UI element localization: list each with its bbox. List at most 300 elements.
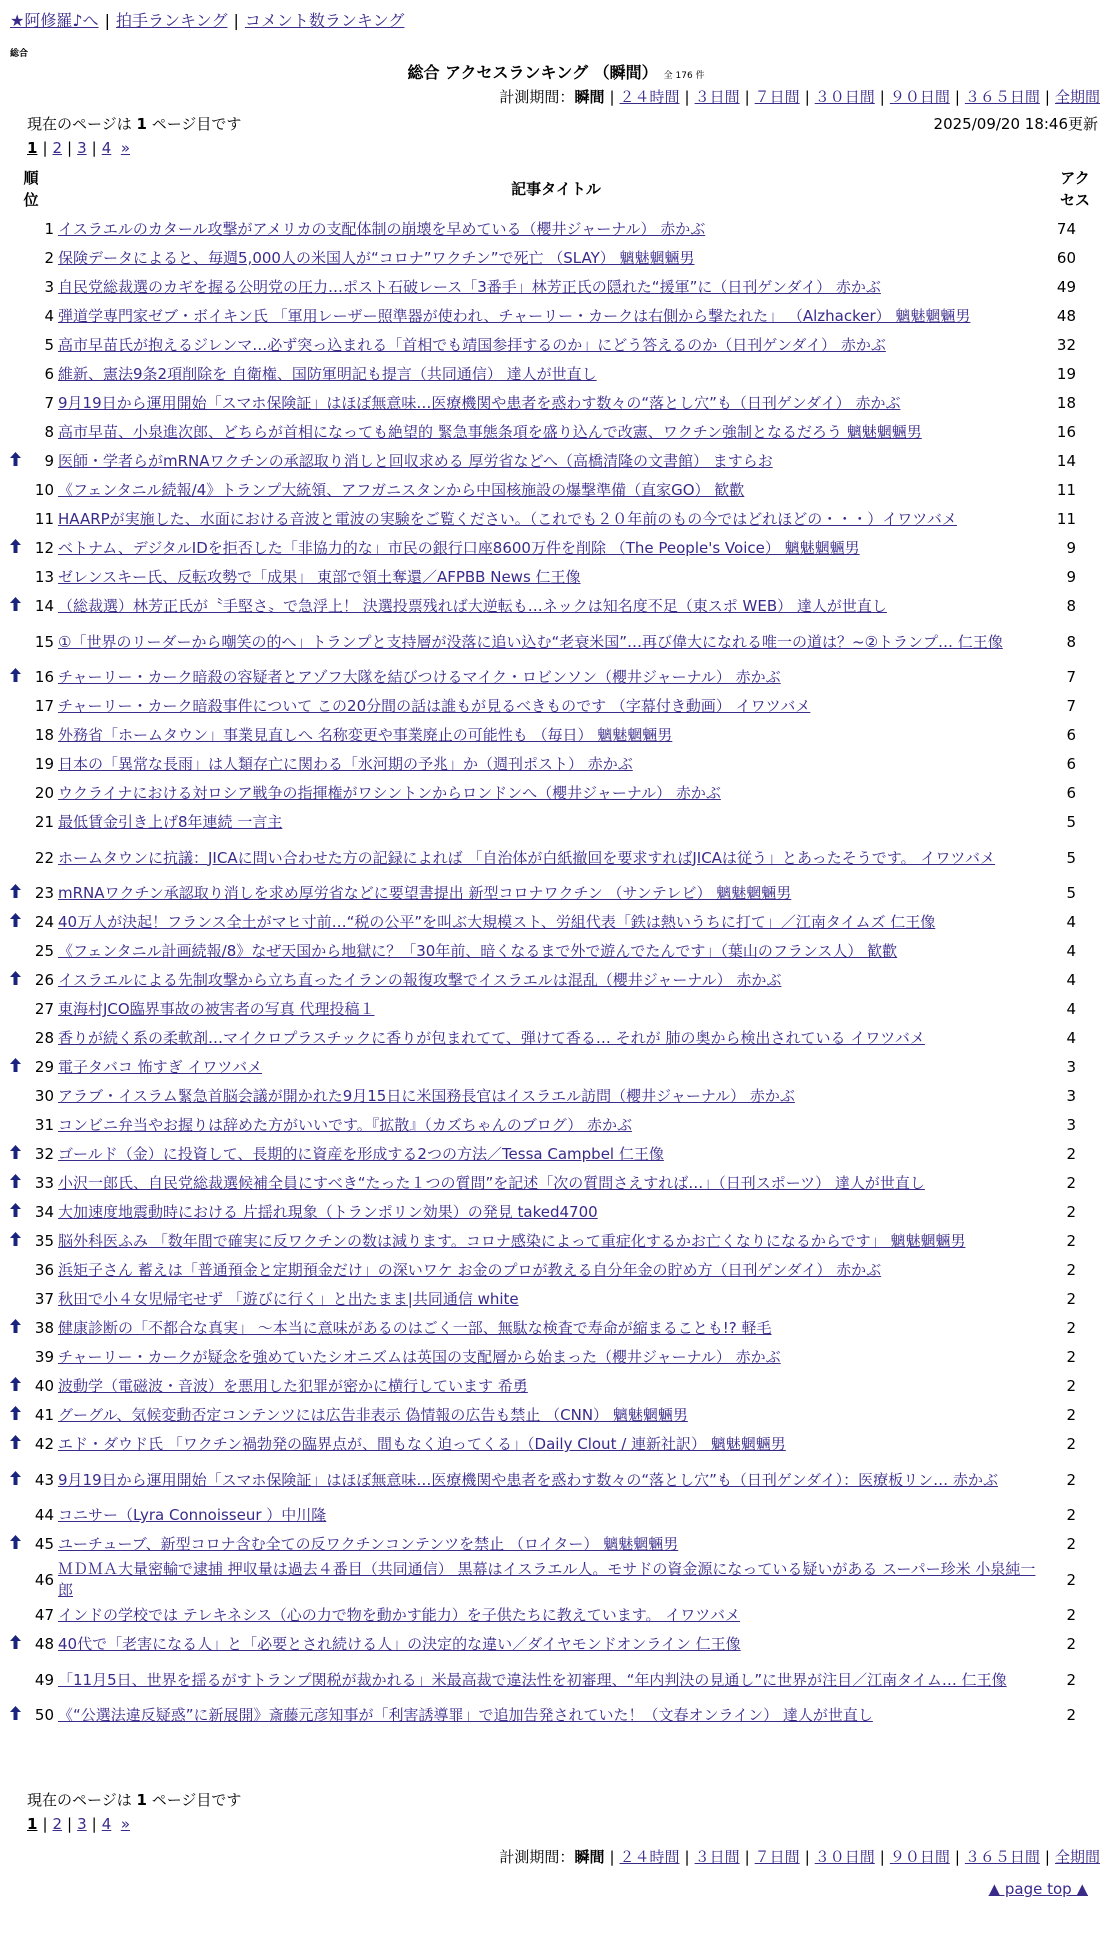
article-title-cell bbox=[56, 422, 1046, 443]
rank-number: 18 bbox=[34, 726, 54, 744]
access-count: 2 bbox=[1066, 1406, 1076, 1424]
article-link[interactable]: チャーリー・カークが疑念を強めていたシオニズムは英国の支配層から始まった（櫻井ジャーナル） 赤かぶ bbox=[58, 1348, 781, 1366]
article-link[interactable]: コニサー（Lyra Connoisseur ）中川隆 bbox=[58, 1506, 327, 1524]
access-count: 2 bbox=[1066, 1506, 1076, 1524]
article-link[interactable]: 小沢一郎氏、自民党総裁選候補全員にすべき“たった１つの質問”を記述「次の質問さえすれば…」（日刊スポーツ） 達人が世直し bbox=[58, 1174, 925, 1192]
rank-number: 16 bbox=[34, 668, 54, 686]
table-row bbox=[0, 721, 1112, 750]
rank-number: 43 bbox=[34, 1470, 54, 1489]
access-count: 11 bbox=[1056, 481, 1076, 499]
table-row bbox=[0, 1501, 1112, 1530]
article-link[interactable]: 外務省「ホームタウン」事業見直しへ 名称変更や事業廃止の可能性も （毎日） 魑魅魍魎男 bbox=[58, 726, 673, 744]
table-row bbox=[0, 750, 1112, 779]
table-row bbox=[0, 331, 1112, 360]
article-link[interactable]: 最低賃金引き上げ8年連続 一言主 bbox=[58, 813, 283, 831]
article-title-cell bbox=[56, 306, 1046, 327]
period-link-365d[interactable]: ３６５日間 bbox=[964, 88, 1040, 106]
period-link-24h[interactable]: ２４時間 bbox=[619, 88, 680, 106]
access-count: 2 bbox=[1066, 1670, 1076, 1689]
rank-number: 42 bbox=[34, 1435, 54, 1453]
article-link[interactable]: 維新、憲法9条2項削除を 自衛権、国防軍明記も提言（共同通信） 達人が世直し bbox=[58, 365, 597, 383]
rank-up-arrow-icon bbox=[0, 1705, 24, 1726]
rank-number: 22 bbox=[34, 848, 54, 867]
table-row bbox=[0, 1701, 1112, 1730]
clap-ranking-link[interactable]: 拍手ランキング bbox=[115, 11, 228, 30]
article-title-cell bbox=[56, 538, 1046, 559]
access-count: 2 bbox=[1066, 1606, 1076, 1624]
article-link[interactable]: 東海村JCO臨界事故の被害者の写真 代理投稿１ bbox=[58, 1000, 375, 1018]
access-count: 2 bbox=[1066, 1570, 1076, 1589]
table-row bbox=[0, 1024, 1112, 1053]
access-count: 9 bbox=[1066, 539, 1076, 557]
rank-number: 28 bbox=[34, 1029, 54, 1047]
period-selector-bottom: 計測期間：瞬間 | ２４時間 | ３日間 | ７日間 | ３０日間 | ９０日間 | ３６５日間 | 全期間 bbox=[499, 1848, 1100, 1866]
pager-link-3[interactable]: 3 bbox=[77, 139, 87, 157]
ranking-title: 総合 アクセスランキング （瞬間） bbox=[407, 63, 658, 82]
period-current: 瞬間 bbox=[574, 1848, 605, 1866]
article-title-cell bbox=[56, 277, 1046, 298]
rank-number: 50 bbox=[34, 1706, 54, 1724]
article-title-cell bbox=[56, 970, 1046, 991]
article-link[interactable]: 脳外科医ふみ 「数年間で確実に反ワクチンの数は減ります。コロナ感染によって重症化するかお亡くなりになるからです」 魑魅魍魎男 bbox=[58, 1232, 966, 1250]
access-count: 18 bbox=[1056, 394, 1076, 412]
nav-separator: | bbox=[104, 11, 110, 30]
rank-number: 20 bbox=[34, 784, 54, 802]
rank-number: 39 bbox=[34, 1348, 54, 1366]
article-title-cell bbox=[56, 393, 1046, 414]
article-title-cell bbox=[56, 1470, 1046, 1491]
table-row bbox=[0, 447, 1112, 476]
article-title-cell bbox=[56, 596, 1046, 617]
rank-up-arrow-icon bbox=[0, 538, 24, 559]
access-count: 48 bbox=[1056, 307, 1076, 325]
article-title-cell bbox=[56, 783, 1046, 804]
rank-number: 17 bbox=[34, 697, 54, 715]
article-link[interactable]: アラブ・イスラム緊急首脳会議が開かれた9月15日に米国務長官はイスラエル訪問（櫻井ジャーナル） 赤かぶ bbox=[58, 1087, 795, 1105]
access-count: 32 bbox=[1056, 336, 1076, 354]
article-title-cell bbox=[56, 1318, 1046, 1339]
access-count: 2 bbox=[1066, 1706, 1076, 1724]
column-header-access: アクセス bbox=[1059, 169, 1090, 209]
article-title-cell bbox=[56, 1376, 1046, 1397]
table-row bbox=[0, 1256, 1112, 1285]
article-link[interactable]: コンビニ弁当やお握りは辞めた方がいいです。『拡散』（カズちゃんのブログ） 赤かぶ bbox=[58, 1116, 633, 1134]
access-count: 6 bbox=[1066, 755, 1076, 773]
article-link[interactable]: ホームタウンに抗議：JICAに問い合わせた方の記録によれば 「自治体が白紙撤回を要求すればJICAは従う」とあったそうです。 イワツバメ bbox=[58, 848, 996, 867]
access-count: 2 bbox=[1066, 1203, 1076, 1221]
article-link[interactable]: 《フェンタニル続報/4》トランプ大統領、アフガニスタンから中国核施設の爆撃準備（直家GO） 歓歡 bbox=[58, 481, 745, 499]
article-title-cell bbox=[56, 754, 1046, 775]
article-link[interactable]: イスラエルのカタール攻撃がアメリカの支配体制の崩壊を早めている（櫻井ジャーナル） 赤かぶ bbox=[58, 220, 706, 238]
article-title-cell bbox=[56, 1086, 1046, 1107]
pager-link-3[interactable]: 3 bbox=[77, 1815, 87, 1833]
table-row bbox=[0, 592, 1112, 621]
rank-number: 30 bbox=[34, 1087, 54, 1105]
table-row bbox=[0, 1401, 1112, 1430]
access-count: 2 bbox=[1066, 1232, 1076, 1250]
period-link-365d[interactable]: ３６５日間 bbox=[964, 1848, 1040, 1866]
table-row bbox=[0, 418, 1112, 447]
table-row bbox=[0, 563, 1112, 592]
rank-number: 11 bbox=[34, 510, 54, 528]
table-row bbox=[0, 1630, 1112, 1659]
article-title-cell bbox=[56, 1434, 1046, 1455]
article-link[interactable]: ゴールド（金）に投資して、長期的に資産を形成する2つの方法／Tessa Campbel 仁王像 bbox=[58, 1145, 664, 1163]
access-count: 49 bbox=[1056, 278, 1076, 296]
table-row bbox=[0, 1601, 1112, 1630]
table-row bbox=[0, 476, 1112, 505]
article-link[interactable]: 「11月5日、世界を揺るがすトランプ関税が裁かれる」米最高裁で違法性を初審理、“年内判決の見通し”に世界が注目／江南タイム… 仁王像 bbox=[58, 1670, 1007, 1689]
rank-number: 1 bbox=[44, 220, 54, 238]
column-header-rank: 順位 bbox=[23, 169, 39, 209]
table-row bbox=[0, 389, 1112, 418]
access-count: 3 bbox=[1066, 1058, 1076, 1076]
article-title-cell bbox=[56, 1289, 1046, 1310]
table-row bbox=[0, 1053, 1112, 1082]
table-row bbox=[0, 1227, 1112, 1256]
article-title-cell bbox=[56, 1670, 1046, 1691]
page-title bbox=[0, 62, 1112, 87]
access-count: 8 bbox=[1066, 597, 1076, 615]
table-row bbox=[0, 1169, 1112, 1198]
article-link[interactable]: チャーリー・カーク暗殺事件について この20分間の話は誰もが見るべきものです （字幕付き動画） イワツバメ bbox=[58, 697, 811, 715]
pager-next[interactable]: » bbox=[120, 139, 130, 157]
article-title-cell bbox=[56, 632, 1046, 653]
table-row bbox=[0, 1082, 1112, 1111]
article-title-cell bbox=[56, 1505, 1046, 1526]
rank-number: 29 bbox=[34, 1058, 54, 1076]
article-link[interactable]: 浜矩子さん 蓄えは「普通預金と定期預金だけ」の深いワケ お金のプロが教える自分年金の貯め方（日刊ゲンダイ） 赤かぶ bbox=[58, 1261, 882, 1279]
rank-number: 4 bbox=[44, 307, 54, 325]
access-count: 9 bbox=[1066, 568, 1076, 586]
table-row bbox=[0, 1659, 1112, 1701]
article-link[interactable]: 香りが続く系の柔軟剤…マイクロプラスチックに香りが包まれてて、弾けて香る… それが 肺の奥から検出されている イワツバメ bbox=[58, 1029, 925, 1047]
rank-up-arrow-icon bbox=[0, 1144, 24, 1165]
table-row bbox=[0, 937, 1112, 966]
table-row bbox=[0, 1198, 1112, 1227]
access-count: 2 bbox=[1066, 1261, 1076, 1279]
rank-up-arrow-icon bbox=[0, 596, 24, 617]
article-title-cell bbox=[56, 1028, 1046, 1049]
comment-ranking-link[interactable]: コメント数ランキング bbox=[244, 11, 405, 30]
rank-number: 3 bbox=[44, 278, 54, 296]
access-count: 4 bbox=[1066, 942, 1076, 960]
article-title-cell bbox=[56, 1144, 1046, 1165]
period-link-all[interactable]: 全期間 bbox=[1054, 1848, 1100, 1866]
article-link[interactable]: 医師・学者らがmRNAワクチンの承認取り消しと回収求める 厚労省などへ（高橋清隆の文書館） ますらお bbox=[58, 452, 773, 470]
rank-number: 34 bbox=[34, 1203, 54, 1221]
table-row bbox=[0, 534, 1112, 563]
access-count: 11 bbox=[1056, 510, 1076, 528]
article-title-cell bbox=[56, 451, 1046, 472]
article-link[interactable]: 《フェンタニル計画続報/8》なぜ天国から地獄に？「30年前、暗くなるまで外で遊んでたんです」（葉山のフランス人） 歓歡 bbox=[58, 942, 898, 960]
article-link[interactable]: 9月19日から運用開始「スマホ保険証」はほぼ無意味…医療機関や患者を惑わす数々の“落とし穴”も（日刊ゲンダイ）：医療板リン… 赤かぶ bbox=[58, 1470, 998, 1489]
period-link-90d[interactable]: ９０日間 bbox=[889, 1848, 950, 1866]
access-count: 4 bbox=[1066, 971, 1076, 989]
table-row bbox=[0, 692, 1112, 721]
home-link[interactable]: ★阿修羅♪へ bbox=[10, 11, 99, 30]
table-row bbox=[0, 1459, 1112, 1501]
article-title-cell bbox=[56, 812, 1046, 833]
access-count: 4 bbox=[1066, 913, 1076, 931]
article-title-cell bbox=[56, 1231, 1046, 1252]
rank-number: 40 bbox=[34, 1377, 54, 1395]
access-count: 7 bbox=[1066, 697, 1076, 715]
article-link[interactable]: 自民党総裁選のカギを握る公明党の圧力…ポスト石破レース「3番手」林芳正氏の隠れた“援軍”に（日刊ゲンダイ） 赤かぶ bbox=[58, 278, 881, 296]
table-row bbox=[0, 1285, 1112, 1314]
article-title-cell bbox=[56, 1405, 1046, 1426]
rank-up-arrow-icon bbox=[0, 1405, 24, 1426]
article-link[interactable]: 日本の「異常な長雨」は人類存亡に関わる「氷河期の予兆」か（週刊ポスト） 赤かぶ bbox=[58, 755, 633, 773]
article-link[interactable]: ＭＤＭＡ大量密輸で逮捕 押収量は過去４番目（共同通信） 黒幕はイスラエル人。モサドの資金源になっている疑いがある スーパー珍米 小泉純一郎 bbox=[58, 1560, 1036, 1599]
access-count: 2 bbox=[1066, 1435, 1076, 1453]
rank-number: 21 bbox=[34, 813, 54, 831]
access-count: 8 bbox=[1066, 632, 1076, 651]
article-link[interactable]: 40万人が決起！フランス全土がマヒ寸前…“税の公平”を叫ぶ大規模スト、労組代表「鉄は熱いうちに打て」／江南タイムズ 仁王像 bbox=[58, 913, 936, 931]
rank-up-arrow-icon bbox=[0, 1318, 24, 1339]
access-count: 2 bbox=[1066, 1319, 1076, 1337]
rank-number: 49 bbox=[34, 1670, 54, 1689]
access-count: 2 bbox=[1066, 1535, 1076, 1553]
article-title-cell bbox=[56, 1559, 1046, 1601]
article-title-cell bbox=[56, 248, 1046, 269]
article-title-cell bbox=[56, 1605, 1046, 1626]
table-row bbox=[0, 505, 1112, 534]
access-count: 19 bbox=[1056, 365, 1076, 383]
access-count: 5 bbox=[1066, 813, 1076, 831]
table-row bbox=[0, 360, 1112, 389]
article-link[interactable]: エド・ダウド氏 「ワクチン禍勃発の臨界点が、間もなく迫ってくる」（Daily Clout / 連新社訳） 魑魅魍魎男 bbox=[58, 1435, 786, 1453]
table-row bbox=[0, 302, 1112, 331]
table-row bbox=[0, 1372, 1112, 1401]
rank-number: 5 bbox=[44, 336, 54, 354]
rank-number: 31 bbox=[34, 1116, 54, 1134]
rank-up-arrow-icon bbox=[0, 1534, 24, 1555]
table-row bbox=[0, 995, 1112, 1024]
article-link[interactable]: チャーリー・カーク暗殺の容疑者とアゾフ大隊を結びつけるマイク・ロビンソン（櫻井ジャーナル） 赤かぶ bbox=[58, 668, 781, 686]
article-link[interactable]: 波動学（電磁波・音波）を悪用した犯罪が密かに横行しています 希勇 bbox=[58, 1377, 528, 1395]
period-label: 計測期間： bbox=[499, 88, 575, 106]
rank-number: 37 bbox=[34, 1290, 54, 1308]
article-title-cell bbox=[56, 883, 1046, 904]
table-row bbox=[0, 837, 1112, 879]
table-row bbox=[0, 1530, 1112, 1559]
article-link[interactable]: 9月19日から運用開始「スマホ保険証」はほぼ無意味…医療機関や患者を惑わす数々の“落とし穴”も（日刊ゲンダイ） 赤かぶ bbox=[58, 394, 901, 412]
page-top-link[interactable]: ▲ page top ▲ bbox=[988, 1880, 1088, 1898]
table-row bbox=[0, 273, 1112, 302]
rank-number: 10 bbox=[34, 481, 54, 499]
rank-number: 38 bbox=[34, 1319, 54, 1337]
article-link[interactable]: 高市早苗、小泉進次郎、どちらが首相になっても絶望的 緊急事態条項を盛り込んで改憲、ワクチン強制となるだろう 魑魅魍魎男 bbox=[58, 423, 922, 441]
access-count: 6 bbox=[1066, 784, 1076, 802]
period-selector-top: 計測期間：瞬間 | ２４時間 | ３日間 | ７日間 | ３０日間 | ９０日間 | ３６５日間 | 全期間 bbox=[499, 88, 1100, 106]
access-count: 2 bbox=[1066, 1635, 1076, 1653]
total-count: 全 176 件 bbox=[663, 71, 705, 81]
access-count: 2 bbox=[1066, 1290, 1076, 1308]
column-header-title: 記事タイトル bbox=[511, 180, 601, 198]
pager-next[interactable]: » bbox=[120, 1815, 130, 1833]
period-link-3d[interactable]: ３日間 bbox=[694, 1848, 740, 1866]
article-link[interactable]: 弾道学専門家ゼブ・ボイキン氏 「軍用レーザー照準器が使われ、チャーリー・カークは右側から撃たれた」 （Alzhacker） 魑魅魍魎男 bbox=[58, 307, 971, 325]
pager-link-2[interactable]: 2 bbox=[52, 139, 63, 157]
article-link[interactable]: （総裁選）林芳正氏が〝手堅さ〟で急浮上！ 決選投票残れば大逆転も…ネックは知名度不足（東スポ WEB） 達人が世直し bbox=[58, 597, 887, 615]
article-title-cell bbox=[56, 1115, 1046, 1136]
article-title-cell bbox=[56, 1634, 1046, 1655]
article-title-cell bbox=[56, 509, 1046, 530]
table-row bbox=[0, 621, 1112, 663]
rank-number: 25 bbox=[34, 942, 54, 960]
article-title-cell bbox=[56, 912, 1046, 933]
period-current: 瞬間 bbox=[574, 88, 605, 106]
rank-number: 32 bbox=[34, 1145, 54, 1163]
table-row bbox=[0, 1430, 1112, 1459]
pager-link-2[interactable]: 2 bbox=[52, 1815, 63, 1833]
article-title-cell bbox=[56, 1260, 1046, 1281]
rank-number: 44 bbox=[34, 1506, 54, 1524]
access-count: 5 bbox=[1066, 848, 1076, 867]
rank-number: 36 bbox=[34, 1261, 54, 1279]
article-title-cell bbox=[56, 1202, 1046, 1223]
rank-number: 47 bbox=[34, 1606, 54, 1624]
access-count: 7 bbox=[1066, 668, 1076, 686]
rank-number: 33 bbox=[34, 1174, 54, 1192]
article-title-cell bbox=[56, 219, 1046, 240]
table-row bbox=[0, 966, 1112, 995]
rank-number: 15 bbox=[34, 632, 54, 651]
table-row bbox=[0, 1140, 1112, 1169]
table-row bbox=[0, 1559, 1112, 1601]
article-title-cell bbox=[56, 696, 1046, 717]
access-count: 2 bbox=[1066, 1470, 1076, 1489]
article-title-cell bbox=[56, 567, 1046, 588]
article-title-cell bbox=[56, 941, 1046, 962]
rank-number: 41 bbox=[34, 1406, 54, 1424]
access-count: 2 bbox=[1066, 1377, 1076, 1395]
rank-up-arrow-icon bbox=[0, 1057, 24, 1078]
table-row bbox=[0, 215, 1112, 244]
article-title-cell bbox=[56, 1347, 1046, 1368]
period-link-all[interactable]: 全期間 bbox=[1054, 88, 1100, 106]
rank-number: 7 bbox=[44, 394, 54, 412]
table-row bbox=[0, 879, 1112, 908]
article-title-cell bbox=[56, 1705, 1046, 1726]
rank-number: 2 bbox=[44, 249, 54, 267]
article-link[interactable]: 40代で「老害になる人」と「必要とされ続ける人」の決定的な違い／ダイヤモンドオンライン 仁王像 bbox=[58, 1635, 741, 1653]
period-link-30d[interactable]: ３０日間 bbox=[814, 1848, 875, 1866]
article-link[interactable]: 秋田で小４女児帰宅せず 「遊びに行く」と出たまま|共同通信 white bbox=[58, 1290, 519, 1308]
table-row bbox=[0, 779, 1112, 808]
article-link[interactable]: 大加速度地震動時における 片揺れ現象（トランポリン効果）の発見 taked4700 bbox=[58, 1203, 598, 1221]
article-link[interactable]: ①「世界のリーダーから嘲笑の的へ」トランプと支持層が没落に追い込む“老衰米国”…再び偉大になれる唯一の道は？~②トランプ… 仁王像 bbox=[58, 632, 1003, 651]
article-title-cell bbox=[56, 364, 1046, 385]
rank-number: 8 bbox=[44, 423, 54, 441]
rank-number: 6 bbox=[44, 365, 54, 383]
access-count: 3 bbox=[1066, 1116, 1076, 1134]
table-row bbox=[0, 808, 1112, 837]
rank-number: 14 bbox=[34, 597, 54, 615]
article-title-cell bbox=[56, 480, 1046, 501]
article-title-cell bbox=[56, 1534, 1046, 1555]
period-link-3d[interactable]: ３日間 bbox=[694, 88, 740, 106]
article-link[interactable]: ウクライナにおける対ロシア戦争の指揮権がワシントンからロンドンへ（櫻井ジャーナル） 赤かぶ bbox=[58, 784, 721, 802]
rank-up-arrow-icon bbox=[0, 667, 24, 688]
top-nav bbox=[10, 10, 404, 32]
access-count: 3 bbox=[1066, 1087, 1076, 1105]
pager-bottom: 1 | 2 | 3 | 4 » bbox=[27, 1815, 130, 1833]
article-link[interactable]: 電子タバコ 怖すぎ イワツバメ bbox=[58, 1058, 263, 1076]
rank-up-arrow-icon bbox=[0, 1376, 24, 1397]
rank-up-arrow-icon bbox=[0, 1231, 24, 1252]
rank-up-arrow-icon bbox=[0, 1173, 24, 1194]
rank-number: 9 bbox=[44, 452, 54, 470]
nav-separator: | bbox=[233, 11, 239, 30]
article-link[interactable]: HAARPが実施した、水面における音波と電波の実験をご覧ください。（これでも２０年前のもの今ではどれほどの・・・）イワツバメ bbox=[58, 510, 957, 528]
rank-number: 13 bbox=[34, 568, 54, 586]
updated-timestamp: 2025/09/20 18:46更新 bbox=[933, 115, 1098, 133]
article-link[interactable]: ベトナム、デジタルIDを拒否した「非協力的な」市民の銀行口座8600万件を削除 （The People's Voice） 魑魅魍魎男 bbox=[58, 539, 860, 557]
rank-up-arrow-icon bbox=[0, 1634, 24, 1655]
access-count: 4 bbox=[1066, 1000, 1076, 1018]
period-link-30d[interactable]: ３０日間 bbox=[814, 88, 875, 106]
access-count: 4 bbox=[1066, 1029, 1076, 1047]
access-count: 2 bbox=[1066, 1348, 1076, 1366]
article-link[interactable]: グーグル、気候変動否定コンテンツには広告非表示 偽情報の広告も禁止 （CNN） 魑魅魍魎男 bbox=[58, 1406, 688, 1424]
article-link[interactable]: 健康診断の「不都合な真実」 ～本当に意味があるのはごく一部、無駄な検査で寿命が縮まることも!? 軽毛 bbox=[58, 1319, 772, 1337]
article-link[interactable]: 《“公選法違反疑惑”に新展開》斎藤元彦知事が「利害誘導罪」で追加告発されていた！（文春オンライン） 達人が世直し bbox=[58, 1706, 873, 1724]
access-count: 6 bbox=[1066, 726, 1076, 744]
article-link[interactable]: ゼレンスキー氏、反転攻勢で「成果」 東部で領土奪還／AFPBB News 仁王像 bbox=[58, 568, 581, 586]
article-link[interactable]: ユーチューブ、新型コロナ含む全ての反ワクチンコンテンツを禁止 （ロイター） 魑魅魍魎男 bbox=[58, 1535, 679, 1553]
rank-number: 12 bbox=[34, 539, 54, 557]
article-title-cell bbox=[56, 848, 1046, 869]
rank-up-arrow-icon bbox=[0, 883, 24, 904]
article-link[interactable]: mRNAワクチン承認取り消しを求め厚労省などに要望書提出 新型コロナワクチン （サンテレビ） 魑魅魍魎男 bbox=[58, 884, 792, 902]
pager-link-4[interactable]: 4 bbox=[101, 139, 112, 157]
table-row bbox=[0, 244, 1112, 273]
access-count: 5 bbox=[1066, 884, 1076, 902]
access-count: 14 bbox=[1056, 452, 1076, 470]
access-count: 16 bbox=[1056, 423, 1076, 441]
rank-number: 23 bbox=[34, 884, 54, 902]
article-title-cell bbox=[56, 335, 1046, 356]
article-link[interactable]: イスラエルによる先制攻撃から立ち直ったイランの報復攻撃でイスラエルは混乱（櫻井ジャーナル） 赤かぶ bbox=[58, 971, 782, 989]
rank-up-arrow-icon bbox=[0, 912, 24, 933]
article-title-cell bbox=[56, 667, 1046, 688]
period-link-24h[interactable]: ２４時間 bbox=[619, 1848, 680, 1866]
rank-number: 48 bbox=[34, 1635, 54, 1653]
pager-link-4[interactable]: 4 bbox=[101, 1815, 112, 1833]
article-title-cell bbox=[56, 1057, 1046, 1078]
period-link-7d[interactable]: ７日間 bbox=[754, 1848, 800, 1866]
period-label: 計測期間： bbox=[499, 1848, 575, 1866]
article-link[interactable]: 高市早苗氏が抱えるジレンマ…必ず突っ込まれる「首相でも靖国参拝するのか」にどう答えるのか（日刊ゲンダイ） 赤かぶ bbox=[58, 336, 886, 354]
rank-up-arrow-icon bbox=[0, 1470, 24, 1491]
article-link[interactable]: インドの学校では テレキネシス（心の力で物を動かす能力）を子供たちに教えています。 イワツバメ bbox=[58, 1606, 740, 1624]
rank-up-arrow-icon bbox=[0, 1434, 24, 1455]
rank-up-arrow-icon bbox=[0, 1202, 24, 1223]
current-page-text-bottom: 現在のページは 1 ページ目です bbox=[27, 1791, 242, 1809]
period-link-7d[interactable]: ７日間 bbox=[754, 88, 800, 106]
period-link-90d[interactable]: ９０日間 bbox=[889, 88, 950, 106]
pager-current: 1 bbox=[27, 1815, 38, 1833]
rank-up-arrow-icon bbox=[0, 451, 24, 472]
rank-number: 26 bbox=[34, 971, 54, 989]
table-row bbox=[0, 908, 1112, 937]
access-count: 2 bbox=[1066, 1145, 1076, 1163]
pager-top: 1 | 2 | 3 | 4 » bbox=[27, 139, 130, 157]
access-count: 74 bbox=[1056, 220, 1076, 238]
article-link[interactable]: 保険データによると、毎週5,000人の米国人が“コロナ”ワクチン”で死亡 （SLAY） 魑魅魍魎男 bbox=[58, 249, 695, 267]
